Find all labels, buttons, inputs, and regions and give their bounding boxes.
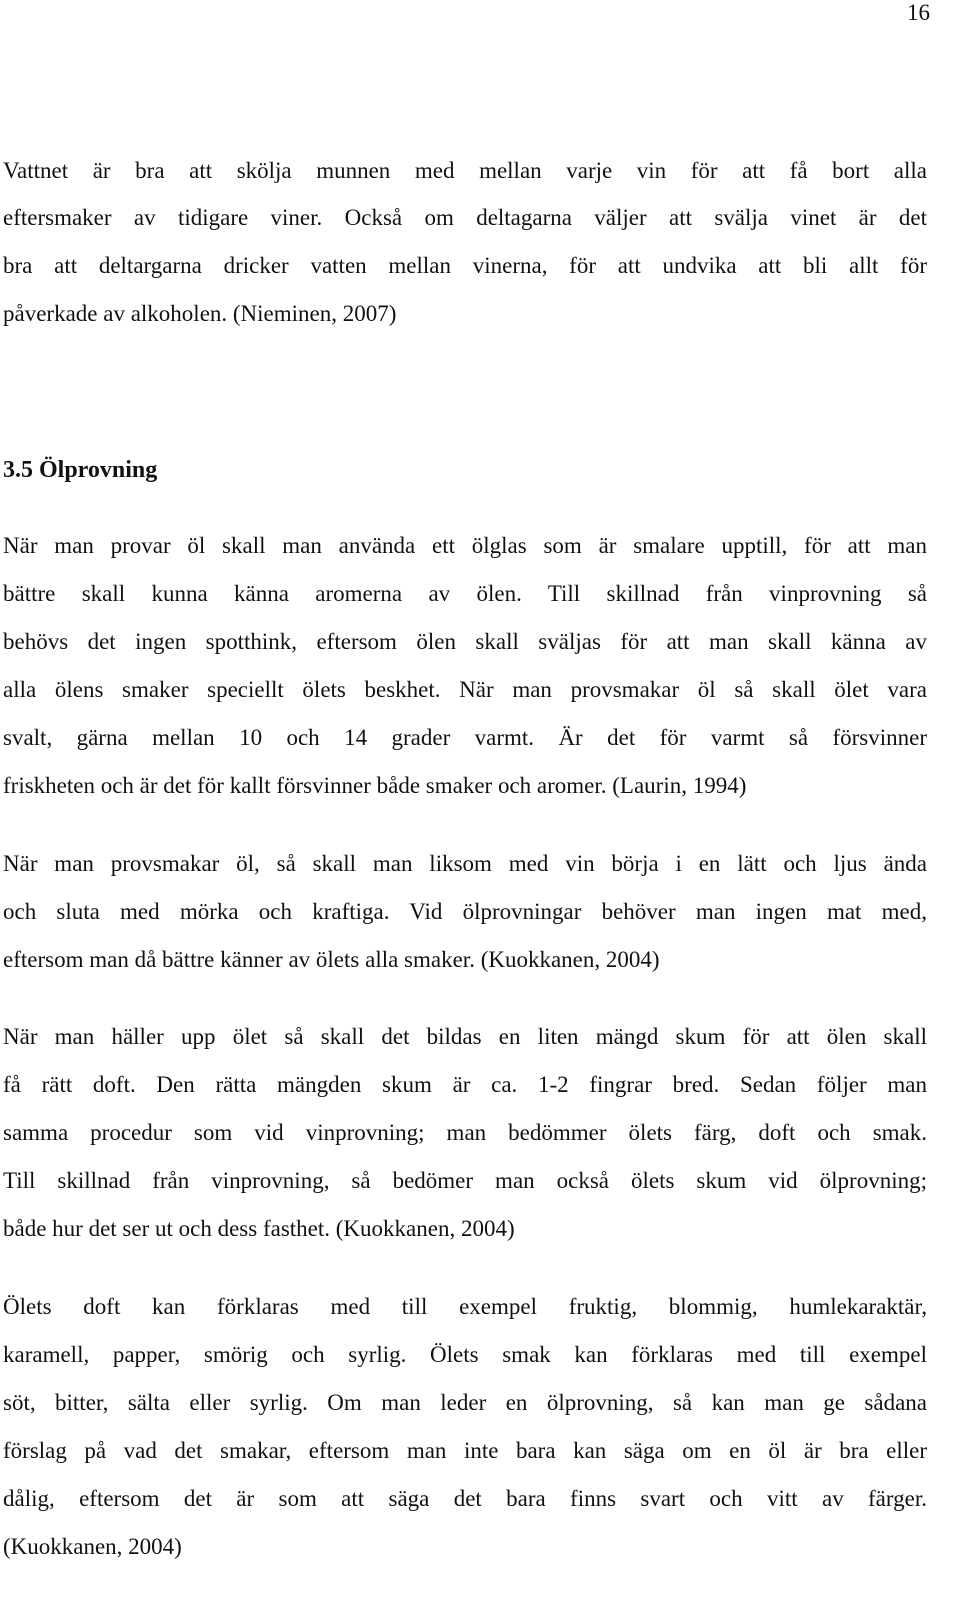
text-line: och sluta med mörka och kraftiga. Vid ölprovningar behöver man ingen mat med,: [3, 899, 927, 924]
text-line: När man provsmakar öl, så skall man liksom med vin börja i en lätt och ljus ända: [3, 851, 927, 876]
text-line: söt, bitter, sälta eller syrlig. Om man leder en ölprovning, så kan man ge sådana: [3, 1390, 927, 1415]
section-heading: 3.5 Ölprovning: [3, 457, 158, 483]
text-line: bra att deltargarna dricker vatten mellan vinerna, för att undvika att bli allt för: [3, 253, 927, 278]
text-line: påverkade av alkoholen. (Nieminen, 2007): [3, 301, 397, 326]
text-line: När man provar öl skall man använda ett ölglas som är smalare upptill, för att man: [3, 533, 927, 558]
text-line: Vattnet är bra att skölja munnen med mellan varje vin för att få bort alla: [3, 158, 927, 183]
text-line: När man häller upp ölet så skall det bildas en liten mängd skum för att ölen skall: [3, 1024, 927, 1049]
text-line: svalt, gärna mellan 10 och 14 grader varmt. Är det för varmt så försvinner: [3, 725, 927, 750]
text-line: få rätt doft. Den rätta mängden skum är ca. 1-2 fingrar bred. Sedan följer man: [3, 1072, 927, 1097]
text-line: samma procedur som vid vinprovning; man bedömmer ölets färg, doft och smak.: [3, 1120, 927, 1145]
text-line: eftersom man då bättre känner av ölets alla smaker. (Kuokkanen, 2004): [3, 947, 660, 972]
text-line: Till skillnad från vinprovning, så bedömer man också ölets skum vid ölprovning;: [3, 1168, 927, 1193]
text-line: behövs det ingen spotthink, eftersom ölen skall sväljas för att man skall känna av: [3, 629, 927, 654]
text-line: Ölets doft kan förklaras med till exempel fruktig, blommig, humlekaraktär,: [3, 1294, 927, 1319]
text-line: både hur det ser ut och dess fasthet. (Kuokkanen, 2004): [3, 1216, 515, 1241]
text-line: förslag på vad det smakar, eftersom man inte bara kan säga om en öl är bra eller: [3, 1438, 927, 1463]
page-number: 16: [907, 0, 930, 25]
text-line: eftersmaker av tidigare viner. Också om deltagarna väljer att svälja vinet är det: [3, 205, 927, 230]
text-line: alla ölens smaker speciellt ölets beskhet. När man provsmakar öl så skall ölet vara: [3, 677, 927, 702]
text-line: dålig, eftersom det är som att säga det bara finns svart och vitt av färger.: [3, 1486, 927, 1511]
text-line: karamell, papper, smörig och syrlig. Ölets smak kan förklaras med till exempel: [3, 1342, 927, 1367]
text-line: bättre skall kunna känna aromerna av ölen. Till skillnad från vinprovning så: [3, 581, 927, 606]
text-line: friskheten och är det för kallt försvinner både smaker och aromer. (Laurin, 1994): [3, 773, 747, 798]
text-line: (Kuokkanen, 2004): [3, 1534, 182, 1559]
